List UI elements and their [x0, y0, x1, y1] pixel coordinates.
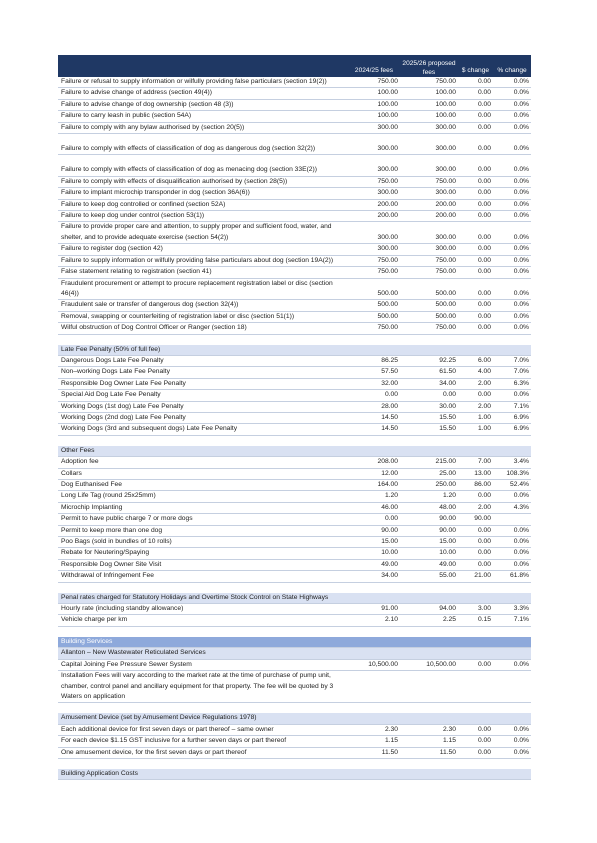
- fee-2024-25: 0.00: [348, 390, 400, 401]
- dollar-change: 4.00: [458, 367, 493, 378]
- fee-description: Failure to comply with effects of disqualification authorised by (section 28(5)): [58, 176, 348, 187]
- fee-2025-26: 300.00: [400, 222, 458, 244]
- fee-row: [58, 88, 531, 99]
- fee-2024-25: 500.00: [348, 311, 400, 322]
- dollar-change: 0.15: [458, 615, 493, 626]
- fee-row: [58, 537, 531, 548]
- fee-description: Wilful obstruction of Dog Control Officer or Ranger (section 18): [58, 323, 348, 334]
- percent-change: 6.9%: [493, 424, 531, 435]
- fee-description: Permit to have public charge 7 or more dogs: [58, 514, 348, 525]
- dollar-change: 0.00: [458, 736, 493, 747]
- fee-row: [58, 736, 531, 747]
- fee-2025-26: 15.50: [400, 424, 458, 435]
- percent-change: 0.0%: [493, 255, 531, 266]
- percent-change: 0.0%: [493, 134, 531, 155]
- fee-2024-25: 12.00: [348, 468, 400, 479]
- fee-2024-25: 750.00: [348, 267, 400, 278]
- fee-description: Failure to comply with effects of classification of dog as dangerous dog (section 32(2)): [58, 134, 348, 155]
- dollar-change: 0.00: [458, 88, 493, 99]
- dollar-change: [458, 671, 493, 703]
- fee-row: [58, 559, 531, 570]
- header-fees-2024-25: 2024/25 fees: [348, 55, 400, 77]
- fee-row: [58, 267, 531, 278]
- spacer-row: [58, 334, 531, 345]
- fee-2025-26: 300.00: [400, 122, 458, 133]
- dollar-change: 21.00: [458, 571, 493, 582]
- fee-description: Non–working Dogs Late Fee Penalty: [58, 367, 348, 378]
- dollar-change: 3.00: [458, 604, 493, 615]
- dollar-change: 1.00: [458, 424, 493, 435]
- fee-row: [58, 355, 531, 366]
- fee-2025-26: 90.00: [400, 525, 458, 536]
- spacer-row: [58, 703, 531, 714]
- dollar-change: 0.00: [458, 525, 493, 536]
- fee-row: [58, 514, 531, 525]
- fee-2025-26: 500.00: [400, 278, 458, 300]
- fee-description: Failure to advise change of address (section 49(4)): [58, 88, 348, 99]
- percent-change: 0.0%: [493, 659, 531, 670]
- percent-change: 6.3%: [493, 378, 531, 389]
- fee-description: Vehicle charge per km: [58, 615, 348, 626]
- dollar-change: 0.00: [458, 724, 493, 735]
- fee-row: [58, 548, 531, 559]
- dollar-change: 86.00: [458, 480, 493, 491]
- fee-description: Working Dogs (3rd and subsequent dogs) Late Fee Penalty: [58, 424, 348, 435]
- fee-description: Working Dogs (2nd dog) Late Fee Penalty: [58, 412, 348, 423]
- fee-2024-25: 49.00: [348, 559, 400, 570]
- fee-2025-26: 55.00: [400, 571, 458, 582]
- fee-row: [58, 615, 531, 626]
- spacer-cell: [58, 435, 531, 446]
- fee-2024-25: 28.00: [348, 401, 400, 412]
- dollar-change: 0.00: [458, 548, 493, 559]
- dollar-change: 0.00: [458, 300, 493, 311]
- percent-change: [493, 514, 531, 525]
- dollar-change: 0.00: [458, 255, 493, 266]
- fee-2025-26: 300.00: [400, 244, 458, 255]
- fee-2024-25: 300.00: [348, 244, 400, 255]
- fee-2025-26: 30.00: [400, 401, 458, 412]
- fee-2024-25: 500.00: [348, 300, 400, 311]
- fee-2024-25: 300.00: [348, 155, 400, 176]
- header-fees-2025-26: 2025/26 proposed fees: [400, 55, 458, 77]
- section-header-row: [58, 713, 531, 724]
- fee-row: [58, 724, 531, 735]
- fee-2025-26: 1.15: [400, 736, 458, 747]
- fee-2024-25: 750.00: [348, 77, 400, 88]
- fee-row: [58, 671, 531, 703]
- fee-2024-25: 1.20: [348, 491, 400, 502]
- percent-change: 7.1%: [493, 615, 531, 626]
- fee-2024-25: 90.00: [348, 525, 400, 536]
- fee-2025-26: 200.00: [400, 199, 458, 210]
- fee-description: Collars: [58, 468, 348, 479]
- fee-description: Dangerous Dogs Late Fee Penalty: [58, 355, 348, 366]
- fee-2024-25: 14.50: [348, 412, 400, 423]
- fee-description: Failure to provide proper care and attention, to supply proper and sufficient food, water, and shelter, and to provide adequate exercise (section 54(2)): [58, 222, 348, 244]
- fee-row: [58, 367, 531, 378]
- dollar-change: 0.00: [458, 747, 493, 758]
- fee-2024-25: 10.00: [348, 548, 400, 559]
- fee-row: [58, 311, 531, 322]
- percent-change: 3.4%: [493, 457, 531, 468]
- percent-change: 0.0%: [493, 323, 531, 334]
- fee-2024-25: 750.00: [348, 176, 400, 187]
- fee-description: Failure to implant microchip transponder in dog (section 36A(6)): [58, 188, 348, 199]
- fee-description: Poo Bags (sold in bundles of 10 rolls): [58, 537, 348, 548]
- fee-row: [58, 199, 531, 210]
- fee-2025-26: 15.50: [400, 412, 458, 423]
- percent-change: 7.0%: [493, 355, 531, 366]
- percent-change: 7.1%: [493, 401, 531, 412]
- dollar-change: 0.00: [458, 176, 493, 187]
- fee-row: [58, 480, 531, 491]
- fee-row: [58, 222, 531, 244]
- dollar-change: 0.00: [458, 323, 493, 334]
- fee-2024-25: 32.00: [348, 378, 400, 389]
- dollar-change: 0.00: [458, 122, 493, 133]
- dollar-change: 90.00: [458, 514, 493, 525]
- fee-2025-26: 10.00: [400, 548, 458, 559]
- fee-2025-26: 500.00: [400, 311, 458, 322]
- fee-2025-26: 200.00: [400, 211, 458, 222]
- dollar-change: 2.00: [458, 502, 493, 513]
- fee-row: [58, 244, 531, 255]
- dollar-change: 0.00: [458, 222, 493, 244]
- section-header-row: [58, 648, 531, 659]
- section-title: Late Fee Penalty (50% of full fee): [58, 345, 531, 356]
- fee-2025-26: 100.00: [400, 88, 458, 99]
- fee-2025-26: 100.00: [400, 99, 458, 110]
- fee-2024-25: 2.10: [348, 615, 400, 626]
- fee-2024-25: 750.00: [348, 323, 400, 334]
- fee-row: [58, 571, 531, 582]
- fee-row: [58, 468, 531, 479]
- dollar-change: 0.00: [458, 491, 493, 502]
- fee-row: [58, 378, 531, 389]
- percent-change: 61.8%: [493, 571, 531, 582]
- fee-2025-26: 34.00: [400, 378, 458, 389]
- header-dollar-change: $ change: [458, 55, 493, 77]
- dollar-change: 2.00: [458, 378, 493, 389]
- dollar-change: 0.00: [458, 267, 493, 278]
- percent-change: 0.0%: [493, 111, 531, 122]
- fee-row: [58, 255, 531, 266]
- fee-2024-25: 100.00: [348, 99, 400, 110]
- spacer-row: [58, 626, 531, 637]
- dollar-change: 1.00: [458, 412, 493, 423]
- percent-change: 4.3%: [493, 502, 531, 513]
- fee-description: Failure to supply information or wilfully providing false particulars about dog (section 19A(2)): [58, 255, 348, 266]
- fee-2024-25: 300.00: [348, 188, 400, 199]
- fee-description: Failure to keep dog under control (section 53(1)): [58, 211, 348, 222]
- section-title: Penal rates charged for Statutory Holidays and Overtime Stock Control on State Highways: [58, 593, 531, 604]
- dollar-change: 0.00: [458, 659, 493, 670]
- percent-change: 108.3%: [493, 468, 531, 479]
- fee-2025-26: 90.00: [400, 514, 458, 525]
- fee-2025-26: 94.00: [400, 604, 458, 615]
- dollar-change: 0.00: [458, 188, 493, 199]
- fees-table: [58, 55, 531, 780]
- dollar-change: 0.00: [458, 537, 493, 548]
- fee-2025-26: 300.00: [400, 155, 458, 176]
- fee-2024-25: [348, 671, 400, 703]
- fee-description: Long Life Tag (round 25x25mm): [58, 491, 348, 502]
- section-title: Amusement Device (set by Amusement Device Regulations 1978): [58, 713, 531, 724]
- fee-2024-25: 15.00: [348, 537, 400, 548]
- spacer-row: [58, 582, 531, 593]
- spacer-cell: [58, 703, 531, 714]
- percent-change: 0.0%: [493, 537, 531, 548]
- spacer-row: [58, 758, 531, 769]
- fee-row: [58, 176, 531, 187]
- fee-2025-26: 2.30: [400, 724, 458, 735]
- fee-description: Permit to keep more than one dog: [58, 525, 348, 536]
- fee-row: [58, 424, 531, 435]
- fee-2025-26: 215.00: [400, 457, 458, 468]
- percent-change: 52.4%: [493, 480, 531, 491]
- percent-change: 0.0%: [493, 88, 531, 99]
- spacer-cell: [58, 334, 531, 345]
- percent-change: 0.0%: [493, 724, 531, 735]
- dollar-change: 0.00: [458, 244, 493, 255]
- fee-row: [58, 604, 531, 615]
- fee-row: [58, 401, 531, 412]
- dollar-change: 7.00: [458, 457, 493, 468]
- dollar-change: 0.00: [458, 111, 493, 122]
- fee-description: Failure to advise change of dog ownership (section 48 (3)): [58, 99, 348, 110]
- fee-description: Failure to register dog (section 42): [58, 244, 348, 255]
- dollar-change: 0.00: [458, 199, 493, 210]
- fee-2025-26: 61.50: [400, 367, 458, 378]
- fee-description: Installation Fees will vary according to the market rate at the time of purchase of pump unit, chamber, control panel and ancillary equipment for that property. The fee will be quoted by 3 Waters on application: [58, 671, 348, 703]
- fee-description: Adoption fee: [58, 457, 348, 468]
- section-header-row: [58, 593, 531, 604]
- fee-2025-26: 1.20: [400, 491, 458, 502]
- fee-description: Removal, swapping or counterfeiting of registration label or disc (section 51(1)): [58, 311, 348, 322]
- fee-2024-25: 750.00: [348, 255, 400, 266]
- header-description: [58, 55, 348, 77]
- dollar-change: 0.00: [458, 311, 493, 322]
- fee-description: Special Aid Dog Late Fee Penalty: [58, 390, 348, 401]
- fee-2024-25: 46.00: [348, 502, 400, 513]
- dollar-change: 0.00: [458, 155, 493, 176]
- percent-change: 7.0%: [493, 367, 531, 378]
- percent-change: 0.0%: [493, 390, 531, 401]
- fee-description: Fraudulent sale or transfer of dangerous dog (section 32(4)): [58, 300, 348, 311]
- section-header-row: [58, 769, 531, 780]
- fee-2025-26: 300.00: [400, 188, 458, 199]
- header-row: [58, 55, 531, 77]
- fee-2025-26: 100.00: [400, 111, 458, 122]
- section-header-row: [58, 446, 531, 457]
- fee-description: Fraudulent procurement or attempt to procure replacement registration label or disc (section 46(4)): [58, 278, 348, 300]
- fee-row: [58, 300, 531, 311]
- fee-2025-26: 92.25: [400, 355, 458, 366]
- section-title: Allanton – New Wastewater Reticulated Services: [58, 648, 531, 659]
- percent-change: 0.0%: [493, 747, 531, 758]
- percent-change: 0.0%: [493, 491, 531, 502]
- percent-change: 0.0%: [493, 77, 531, 88]
- fee-2024-25: 200.00: [348, 199, 400, 210]
- fee-2025-26: 750.00: [400, 323, 458, 334]
- spacer-cell: [58, 758, 531, 769]
- fee-2025-26: 49.00: [400, 559, 458, 570]
- dollar-change: 0.00: [458, 390, 493, 401]
- fee-description: Capital Joining Fee Pressure Sewer System: [58, 659, 348, 670]
- dollar-change: 13.00: [458, 468, 493, 479]
- fee-row: [58, 502, 531, 513]
- percent-change: 0.0%: [493, 278, 531, 300]
- fee-2024-25: 34.00: [348, 571, 400, 582]
- fee-2024-25: 300.00: [348, 134, 400, 155]
- fee-2025-26: 250.00: [400, 480, 458, 491]
- fee-row: [58, 134, 531, 155]
- fee-description: One amusement device, for the first seven days or part thereof: [58, 747, 348, 758]
- fee-row: [58, 390, 531, 401]
- fee-description: Responsible Dog Owner Late Fee Penalty: [58, 378, 348, 389]
- dollar-change: 0.00: [458, 77, 493, 88]
- fees-table-container: [58, 55, 531, 780]
- percent-change: 0.0%: [493, 311, 531, 322]
- percent-change: 0.0%: [493, 736, 531, 747]
- fee-2025-26: 300.00: [400, 134, 458, 155]
- fee-2025-26: 750.00: [400, 255, 458, 266]
- fee-row: [58, 188, 531, 199]
- percent-change: [493, 671, 531, 703]
- fee-description: Failure to comply with effects of classification of dog as menacing dog (section 33E(2)): [58, 155, 348, 176]
- percent-change: 0.0%: [493, 525, 531, 536]
- fee-row: [58, 122, 531, 133]
- fee-2024-25: 208.00: [348, 457, 400, 468]
- section-title: Building Services: [58, 637, 531, 648]
- fee-2024-25: 10,500.00: [348, 659, 400, 670]
- fee-2025-26: 2.25: [400, 615, 458, 626]
- fee-description: Failure to comply with any bylaw authorised by (section 20(5)): [58, 122, 348, 133]
- fee-row: [58, 323, 531, 334]
- fee-row: [58, 155, 531, 176]
- fee-description: Dog Euthanised Fee: [58, 480, 348, 491]
- fees-table-body: [58, 77, 531, 780]
- fee-2024-25: 91.00: [348, 604, 400, 615]
- fee-2024-25: 500.00: [348, 278, 400, 300]
- dollar-change: 0.00: [458, 278, 493, 300]
- fee-2024-25: 57.50: [348, 367, 400, 378]
- header-percent-change: % change: [493, 55, 531, 77]
- spacer-row: [58, 435, 531, 446]
- fee-description: Withdrawal of Infringement Fee: [58, 571, 348, 582]
- spacer-cell: [58, 582, 531, 593]
- percent-change: 0.0%: [493, 211, 531, 222]
- fee-description: Microchip Implanting: [58, 502, 348, 513]
- fee-2024-25: 2.30: [348, 724, 400, 735]
- fee-description: Responsible Dog Owner Site Visit: [58, 559, 348, 570]
- fee-row: [58, 99, 531, 110]
- fee-2024-25: 300.00: [348, 222, 400, 244]
- fee-2024-25: 1.15: [348, 736, 400, 747]
- section-header-row: [58, 345, 531, 356]
- dollar-change: 0.00: [458, 99, 493, 110]
- fee-description: Working Dogs (1st dog) Late Fee Penalty: [58, 401, 348, 412]
- dollar-change: 0.00: [458, 134, 493, 155]
- percent-change: 0.0%: [493, 99, 531, 110]
- percent-change: 0.0%: [493, 559, 531, 570]
- fee-row: [58, 111, 531, 122]
- fee-row: [58, 278, 531, 300]
- percent-change: 6.9%: [493, 412, 531, 423]
- percent-change: 0.0%: [493, 176, 531, 187]
- fee-2024-25: 100.00: [348, 88, 400, 99]
- fee-description: For each device $1.15 GST inclusive for a further seven days or part thereof: [58, 736, 348, 747]
- spacer-cell: [58, 626, 531, 637]
- fee-row: [58, 457, 531, 468]
- percent-change: 0.0%: [493, 548, 531, 559]
- percent-change: 0.0%: [493, 222, 531, 244]
- fee-row: [58, 491, 531, 502]
- fee-2025-26: 750.00: [400, 267, 458, 278]
- fee-2025-26: 500.00: [400, 300, 458, 311]
- section-title: Building Application Costs: [58, 769, 531, 780]
- fee-2025-26: 11.50: [400, 747, 458, 758]
- fee-row: [58, 659, 531, 670]
- fee-2025-26: [400, 671, 458, 703]
- fee-2024-25: 14.50: [348, 424, 400, 435]
- percent-change: 0.0%: [493, 244, 531, 255]
- percent-change: 0.0%: [493, 300, 531, 311]
- fee-2024-25: 0.00: [348, 514, 400, 525]
- percent-change: 0.0%: [493, 155, 531, 176]
- percent-change: 0.0%: [493, 188, 531, 199]
- fee-row: [58, 747, 531, 758]
- fee-description: False statement relating to registration (section 41): [58, 267, 348, 278]
- fee-row: [58, 525, 531, 536]
- fee-description: Rebate for Neutering/Spaying: [58, 548, 348, 559]
- fee-row: [58, 412, 531, 423]
- fee-description: Hourly rate (including standby allowance): [58, 604, 348, 615]
- fee-2024-25: 200.00: [348, 211, 400, 222]
- fee-description: Failure to keep dog controlled or confined (section 52A): [58, 199, 348, 210]
- percent-change: 3.3%: [493, 604, 531, 615]
- fee-2025-26: 15.00: [400, 537, 458, 548]
- fee-description: Failure to carry leash in public (section 54A): [58, 111, 348, 122]
- dollar-change: 0.00: [458, 559, 493, 570]
- fee-2025-26: 750.00: [400, 176, 458, 187]
- fee-2024-25: 86.25: [348, 355, 400, 366]
- fee-2024-25: 11.50: [348, 747, 400, 758]
- section-title: Other Fees: [58, 446, 531, 457]
- percent-change: 0.0%: [493, 199, 531, 210]
- fee-2025-26: 48.00: [400, 502, 458, 513]
- section-header-row: [58, 637, 531, 648]
- percent-change: 0.0%: [493, 122, 531, 133]
- fee-2024-25: 100.00: [348, 111, 400, 122]
- fee-2025-26: 10,500.00: [400, 659, 458, 670]
- dollar-change: 6.00: [458, 355, 493, 366]
- fee-2024-25: 164.00: [348, 480, 400, 491]
- percent-change: 0.0%: [493, 267, 531, 278]
- fee-2025-26: 0.00: [400, 390, 458, 401]
- fee-row: [58, 211, 531, 222]
- dollar-change: 0.00: [458, 211, 493, 222]
- dollar-change: 2.00: [458, 401, 493, 412]
- fee-description: Failure or refusal to supply information or wilfully providing false particulars (section 19(2)): [58, 77, 348, 88]
- fee-2024-25: 300.00: [348, 122, 400, 133]
- fee-2025-26: 750.00: [400, 77, 458, 88]
- fee-2025-26: 25.00: [400, 468, 458, 479]
- fee-row: [58, 77, 531, 88]
- fee-description: Each additional device for first seven days or part thereof – same owner: [58, 724, 348, 735]
